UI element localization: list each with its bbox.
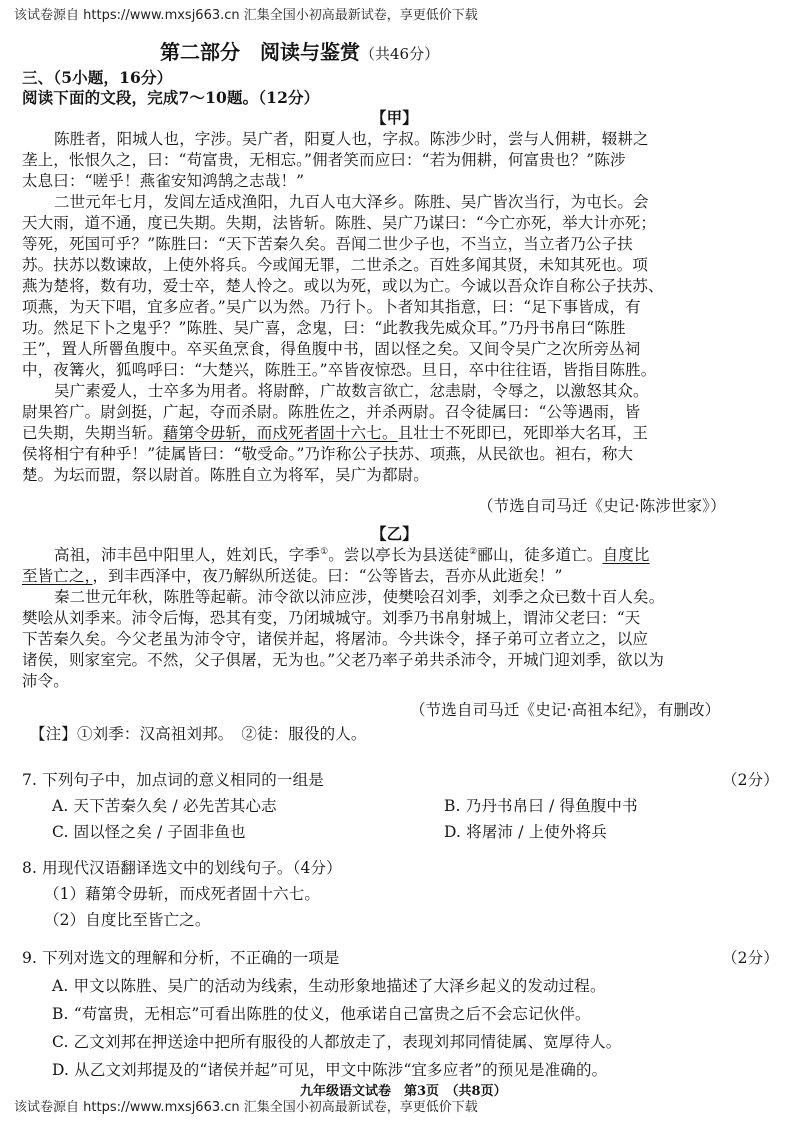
part-title bbox=[160, 36, 439, 65]
passage-b-text: 高祖，沛丰邑中阳里人，姓刘氏，字季 bbox=[54, 546, 321, 564]
question-8-item-2: （2）自度比至皆亡之。 bbox=[44, 911, 211, 929]
question-7-stem: 7. 下列句子中，加点词的意义相同的一组是 bbox=[22, 771, 324, 789]
note-mark-1: ① bbox=[320, 546, 329, 557]
passage-b-text: 。尝以亭长为县送徒 bbox=[328, 546, 470, 564]
passage-a-line: 苏。扶苏以数谏故，上使外将兵。今或闻无罪，二世杀之。百姓多闻其贤，未知其死也。项 bbox=[22, 256, 649, 274]
passage-a-heading: 【甲】 bbox=[371, 108, 418, 127]
source-watermark-top: 该试卷源自 https://www.mxsj663.cn 汇集全国小初高最新试卷，享更低价下载 bbox=[14, 8, 478, 23]
passage-b-line: 诸侯，则家室完。不然，父子俱屠，无为也。”父老乃率子弟共杀沛令，开城门迎刘季，欲以为 bbox=[22, 651, 664, 669]
passage-a-line: 功。然足下卜之鬼乎？”陈胜、吴广喜，念鬼，曰：“此教我先威众耳。”乃丹书帛曰“陈胜 bbox=[22, 319, 626, 337]
passage-b-line: 秦二世元年秋，陈胜等起蕲。沛令欲以沛应涉，使樊哙召刘季，刘季之众已数十百人矣。 bbox=[54, 588, 665, 606]
passage-a-text: 已失期，失期当斩。 bbox=[22, 424, 163, 442]
question-7-option-b: B. 乃丹书帛曰 / 得鱼腹中书 bbox=[444, 797, 638, 815]
question-9-option-d: D. 从乙文刘邦提及的“诸侯并起”可见，甲文中陈涉“宜多应者”的预见是准确的。 bbox=[52, 1061, 608, 1079]
question-9-option-b: B. “苟富贵，无相忘”可看出陈胜的仗义，他承诺自己富贵之后不会忘记伙伴。 bbox=[52, 1005, 591, 1023]
section-instruction: 阅读下面的文段，完成7～10题。（12分） bbox=[22, 88, 320, 107]
passage-a-line: 侯将相宁有种乎！”徒属皆曰：“敬受命。”乃诈称公子扶苏、项燕，从民欲也。袒右，称大 bbox=[22, 445, 634, 463]
question-9-option-a: A. 甲文以陈胜、吴广的活动为线索，生动形象地描述了大泽乡起义的发动过程。 bbox=[52, 977, 606, 995]
question-7-option-c: C. 固以怪之矣 / 子固非鱼也 bbox=[52, 823, 246, 841]
passage-a-line: 天大雨，道不通，度已失期。失期，法皆斩。陈胜、吴广乃谋曰：“今亡亦死，举大计亦死； bbox=[22, 214, 657, 232]
passage-a-line: 燕为楚将，数有功，爱士卒，楚人怜之。或以为死，或以为亡。今诚以吾众诈自称公子扶苏、 bbox=[22, 277, 664, 295]
passage-b-underlined-a: 自度比 bbox=[602, 546, 650, 564]
section-label: 三、（5小题，16分） bbox=[22, 68, 173, 87]
passage-a-line: 项燕，为天下唱，宜多应者。”吴广以为然。乃行卜。卜者知其指意，曰：“足下事皆成，有 bbox=[22, 298, 641, 316]
passage-a-line: 吴广素爱人，士卒多为用者。将尉醉，广故数言欲亡，忿恚尉，令辱之，以激怒其众。 bbox=[54, 382, 649, 400]
question-7-option-d: D. 将屠沛 / 上使外将兵 bbox=[444, 823, 607, 841]
passage-a-line: 太息曰：“嗟乎！燕雀安知鸿鹄之志哉！” bbox=[22, 172, 305, 190]
source-watermark-bottom: 该试卷源自 https://www.mxsj663.cn 汇集全国小初高最新试卷，享更低价下载 bbox=[14, 1100, 478, 1115]
question-7-points: （2分） bbox=[722, 771, 779, 789]
question-7-option-a: A. 天下苦秦久矣 / 必先苦其心志 bbox=[52, 797, 277, 815]
question-9-stem: 9. 下列对选文的理解和分析，不正确的一项是 bbox=[22, 949, 340, 967]
passage-a-underlined-sentence: 藉第令毋斩，而戍死者固十六七。 bbox=[162, 424, 398, 442]
note-mark-2: ② bbox=[469, 546, 478, 557]
passage-a-line: 中，夜篝火，狐鸣呼曰：“大楚兴，陈胜王。”卒皆夜惊恐。旦日，卒中往往语，皆指目陈胜。 bbox=[22, 361, 657, 379]
part-title-main: 第二部分 阅读与鉴赏 bbox=[160, 40, 360, 64]
passage-a-line: 等死，死国可乎？”陈胜曰：“天下苦秦久矣。吾闻二世少子也，不当立，当立者乃公子扶 bbox=[22, 235, 633, 253]
passage-b-text: 郦山，徒多道亡。 bbox=[477, 546, 603, 564]
passage-a-line: 尉果笞广。尉剑挺，广起，夺而杀尉。陈胜佐之，并杀两尉。召令徒属曰：“公等遇雨，皆 bbox=[22, 403, 641, 421]
passage-b-line: 樊哙从刘季来。沛令后悔，恐其有变，乃闭城城守。刘季乃书帛射城上，谓沛父老曰：“天 bbox=[22, 609, 641, 627]
passage-b-note: 【注】①刘季：汉高祖刘邦。 ②徒：服役的人。 bbox=[30, 725, 367, 743]
passage-b-line-with-underline bbox=[22, 564, 563, 586]
question-9-points: （2分） bbox=[722, 949, 779, 967]
question-8-item-1: （1）藉第令毋斩，而戍死者固十六七。 bbox=[44, 885, 321, 903]
passage-b-text: ，到丰西泽中，夜乃解纵所送徒。曰：“公等皆去，吾亦从此逝矣！” bbox=[92, 567, 563, 585]
passage-a-text: 且壮士不死即已，死即举大名耳，王 bbox=[397, 424, 649, 442]
passage-a-source: （节选自司马迁《史记·陈涉世家》） bbox=[478, 497, 726, 515]
part-title-points: （共46分） bbox=[360, 45, 440, 63]
question-9-option-c: C. 乙文刘邦在押送途中把所有服役的人都放走了，表现刘邦同情徒属、宽厚待人。 bbox=[52, 1033, 622, 1051]
passage-a-line: 王”，置人所罾鱼腹中。卒买鱼烹食，得鱼腹中书，固以怪之矣。又间令吴广之次所旁丛祠 bbox=[22, 340, 641, 358]
passage-a-line: 楚。为坛而盟，祭以尉首。陈胜自立为将军，吴广为都尉。 bbox=[22, 466, 429, 484]
passage-a-line: 陈胜者，阳城人也，字涉。吴广者，阳夏人也，字叔。陈涉少时，尝与人佣耕，辍耕之 bbox=[54, 130, 649, 148]
passage-b-underlined-b: 至皆亡之， bbox=[22, 567, 93, 585]
passage-b-source: （节选自司马迁《史记·高祖本纪》，有删改） bbox=[410, 701, 721, 719]
passage-a-line-with-underline bbox=[22, 421, 648, 443]
question-8-stem: 8. 用现代汉语翻译选文中的划线句子。（4分） bbox=[22, 859, 342, 877]
passage-b-heading: 【乙】 bbox=[371, 524, 418, 543]
passage-b-line-with-underline bbox=[54, 543, 650, 565]
page-number: 九年级语文试卷 第3页 （共8页） bbox=[300, 1084, 507, 1099]
passage-a-line: 垄上，怅恨久之，曰：“苟富贵，无相忘。”佣者笑而应曰：“若为佣耕，何富贵也？”陈涉 bbox=[22, 151, 626, 169]
passage-b-line: 沛令。 bbox=[22, 672, 69, 690]
passage-a-line: 二世元年七月，发闾左适戍渔阳，九百人屯大泽乡。陈胜、吴广皆次当行，为屯长。会 bbox=[54, 193, 649, 211]
passage-b-line: 下苦秦久矣。今父老虽为沛令守，诸侯并起，将屠沛。今共诛令，择子弟可立者立之，以应 bbox=[22, 630, 649, 648]
